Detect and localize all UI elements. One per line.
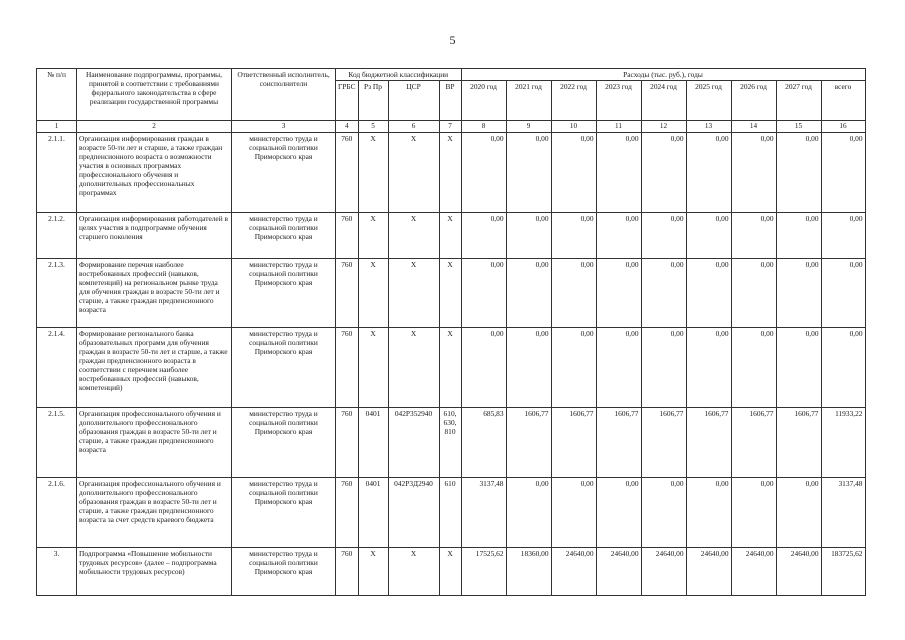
row-rzpr: X xyxy=(358,547,388,595)
row-number: 2.1.5. xyxy=(37,407,77,477)
row-grbs: 760 xyxy=(336,547,359,595)
header-year: 2025 год xyxy=(686,81,731,121)
row-year-value: 24640,00 xyxy=(596,547,641,595)
row-year-value: 18360,00 xyxy=(506,547,551,595)
row-csr: X xyxy=(388,212,439,258)
row-rzpr: X xyxy=(358,258,388,327)
row-grbs: 760 xyxy=(336,132,359,212)
row-year-value: 0,00 xyxy=(776,327,821,407)
column-number: 5 xyxy=(358,121,388,133)
header-rzpr: Рз Пр xyxy=(358,81,388,121)
header-year: 2027 год xyxy=(776,81,821,121)
row-year-value: 0,00 xyxy=(776,132,821,212)
column-number: 3 xyxy=(232,121,336,133)
row-year-value: 0,00 xyxy=(461,258,506,327)
row-year-value: 0,00 xyxy=(776,477,821,547)
row-name: Организация профессионального обучения и дополнительного профессионального образования граждан в возрасте 50-ти лет и старше, а также граждан предпенсионного возраста xyxy=(77,407,232,477)
row-name: Формирование перечня наиболее востребованных профессий (навыков, компетенций) на региональном рынке труда для обучения граждан в возрасте 50-ти лет и старше, а также граждан предпенсионного возраста xyxy=(77,258,232,327)
row-year-value: 1606,77 xyxy=(641,407,686,477)
header-row-top xyxy=(37,69,866,81)
row-year-value: 0,00 xyxy=(461,212,506,258)
table-row xyxy=(37,477,866,547)
row-year-value: 0,00 xyxy=(731,132,776,212)
table-row xyxy=(37,547,866,595)
budget-table xyxy=(36,68,866,596)
header-expenses: Расходы (тыс. руб.), годы xyxy=(461,69,865,81)
header-responsible: Ответственный исполнитель, соисполнители xyxy=(232,69,336,121)
row-total-value: 183725,62 xyxy=(821,547,865,595)
row-grbs: 760 xyxy=(336,407,359,477)
row-year-value: 0,00 xyxy=(506,132,551,212)
header-year: 2020 год xyxy=(461,81,506,121)
row-number: 3. xyxy=(37,547,77,595)
row-year-value: 0,00 xyxy=(686,477,731,547)
row-number: 2.1.4. xyxy=(37,327,77,407)
row-name: Подпрограмма «Повышение мобильности трудовых ресурсов» (далее – подпрограмма мобильности трудовых ресурсов) xyxy=(77,547,232,595)
column-number: 14 xyxy=(731,121,776,133)
row-responsible: министерство труда и социальной политики Приморского края xyxy=(232,212,336,258)
row-year-value: 0,00 xyxy=(641,327,686,407)
row-csr: X xyxy=(388,547,439,595)
row-grbs: 760 xyxy=(336,477,359,547)
row-responsible: министерство труда и социальной политики Приморского края xyxy=(232,477,336,547)
row-responsible: министерство труда и социальной политики Приморского края xyxy=(232,258,336,327)
row-total-value: 0,00 xyxy=(821,132,865,212)
column-number: 4 xyxy=(336,121,359,133)
column-number: 7 xyxy=(439,121,461,133)
header-budget-code: Код бюджетной классификации xyxy=(336,69,462,81)
row-year-value: 24640,00 xyxy=(641,547,686,595)
row-vr: X xyxy=(439,132,461,212)
table-row xyxy=(37,327,866,407)
row-year-value: 1606,77 xyxy=(506,407,551,477)
row-total-value: 0,00 xyxy=(821,327,865,407)
row-year-value: 0,00 xyxy=(551,327,596,407)
row-csr: X xyxy=(388,327,439,407)
row-rzpr: X xyxy=(358,132,388,212)
row-vr: X xyxy=(439,212,461,258)
header-year: 2026 год xyxy=(731,81,776,121)
column-number-row xyxy=(37,121,866,133)
row-year-value: 0,00 xyxy=(731,477,776,547)
row-year-value: 0,00 xyxy=(596,258,641,327)
table-row xyxy=(37,212,866,258)
row-year-value: 0,00 xyxy=(551,258,596,327)
row-year-value: 0,00 xyxy=(686,258,731,327)
row-year-value: 3137,48 xyxy=(461,477,506,547)
row-name: Организация информирования работодателей в целях участия в подпрограмме обучения старшего поколения xyxy=(77,212,232,258)
row-grbs: 760 xyxy=(336,258,359,327)
row-year-value: 0,00 xyxy=(506,477,551,547)
row-year-value: 24640,00 xyxy=(776,547,821,595)
row-name: Формирование регионального банка образовательных программ для обучения граждан в возрасте 50-ти лет и старше, а также граждан предпенсионного возраста в соответствии с перечнем наиболее востребованных профессий (навыков, компетенций) xyxy=(77,327,232,407)
row-responsible: министерство труда и социальной политики Приморского края xyxy=(232,132,336,212)
row-name: Организация профессионального обучения и дополнительного профессионального образования граждан в возрасте 50-ти лет и старше, а также граждан предпенсионного возраста за счет средств краевого бюджета xyxy=(77,477,232,547)
row-rzpr: X xyxy=(358,327,388,407)
row-rzpr: 0401 xyxy=(358,477,388,547)
row-vr: X xyxy=(439,327,461,407)
row-csr: X xyxy=(388,258,439,327)
row-year-value: 0,00 xyxy=(731,212,776,258)
row-name: Организация информирования граждан в возрасте 50-ти лет и старше, а также граждан предпенсионного возраста о возможности участия в основных программах профессионального обучения и дополнительных профессиональных программах xyxy=(77,132,232,212)
row-rzpr: 0401 xyxy=(358,407,388,477)
row-responsible: министерство труда и социальной политики Приморского края xyxy=(232,327,336,407)
row-year-value: 1606,77 xyxy=(596,407,641,477)
header-year: 2023 год xyxy=(596,81,641,121)
row-year-value: 0,00 xyxy=(776,258,821,327)
row-vr: X xyxy=(439,258,461,327)
row-year-value: 1606,77 xyxy=(731,407,776,477)
column-number: 16 xyxy=(821,121,865,133)
row-number: 2.1.6. xyxy=(37,477,77,547)
column-number: 6 xyxy=(388,121,439,133)
row-year-value: 0,00 xyxy=(596,212,641,258)
row-year-value: 685,83 xyxy=(461,407,506,477)
row-year-value: 24640,00 xyxy=(686,547,731,595)
column-number: 1 xyxy=(37,121,77,133)
row-number: 2.1.3. xyxy=(37,258,77,327)
row-year-value: 0,00 xyxy=(506,258,551,327)
row-year-value: 0,00 xyxy=(551,132,596,212)
header-vr: ВР xyxy=(439,81,461,121)
row-total-value: 11933,22 xyxy=(821,407,865,477)
column-number: 15 xyxy=(776,121,821,133)
row-csr: 042P352940 xyxy=(388,407,439,477)
header-num: № п/п xyxy=(37,69,77,121)
row-year-value: 0,00 xyxy=(641,258,686,327)
row-responsible: министерство труда и социальной политики Приморского края xyxy=(232,407,336,477)
header-year: 2021 год xyxy=(506,81,551,121)
header-year: 2024 год xyxy=(641,81,686,121)
row-total-value: 3137,48 xyxy=(821,477,865,547)
header-csr: ЦСР xyxy=(388,81,439,121)
row-year-value: 0,00 xyxy=(641,477,686,547)
row-vr: X xyxy=(439,547,461,595)
row-year-value: 0,00 xyxy=(641,212,686,258)
column-number: 12 xyxy=(641,121,686,133)
row-year-value: 0,00 xyxy=(551,477,596,547)
row-grbs: 760 xyxy=(336,212,359,258)
page-number: 5 xyxy=(449,33,456,47)
row-year-value: 0,00 xyxy=(731,258,776,327)
column-number: 8 xyxy=(461,121,506,133)
table-row xyxy=(37,258,866,327)
row-csr: X xyxy=(388,132,439,212)
column-number: 10 xyxy=(551,121,596,133)
row-year-value: 0,00 xyxy=(461,327,506,407)
row-year-value: 0,00 xyxy=(776,212,821,258)
row-year-value: 0,00 xyxy=(641,132,686,212)
column-number: 2 xyxy=(77,121,232,133)
row-grbs: 760 xyxy=(336,327,359,407)
row-year-value: 0,00 xyxy=(686,327,731,407)
header-year: 2022 год xyxy=(551,81,596,121)
header-total: всего xyxy=(821,81,865,121)
header-name: Наименование подпрограммы, программы, принятой в соответствии с требованиями федерального законодательства в сфере реализации государственной программы xyxy=(77,69,232,121)
row-total-value: 0,00 xyxy=(821,258,865,327)
row-year-value: 24640,00 xyxy=(731,547,776,595)
row-number: 2.1.2. xyxy=(37,212,77,258)
row-year-value: 17525,62 xyxy=(461,547,506,595)
row-year-value: 0,00 xyxy=(461,132,506,212)
row-vr: 610 xyxy=(439,477,461,547)
row-year-value: 1606,77 xyxy=(686,407,731,477)
row-number: 2.1.1. xyxy=(37,132,77,212)
row-rzpr: X xyxy=(358,212,388,258)
row-vr: 610, 630, 810 xyxy=(439,407,461,477)
row-year-value: 0,00 xyxy=(596,477,641,547)
row-year-value: 1606,77 xyxy=(551,407,596,477)
row-csr: 042P3Д2940 xyxy=(388,477,439,547)
row-responsible: министерство труда и социальной политики Приморского края xyxy=(232,547,336,595)
row-year-value: 0,00 xyxy=(596,327,641,407)
row-year-value: 0,00 xyxy=(506,327,551,407)
row-year-value: 0,00 xyxy=(686,132,731,212)
row-year-value: 0,00 xyxy=(551,212,596,258)
row-year-value: 0,00 xyxy=(596,132,641,212)
table-row xyxy=(37,132,866,212)
table-row xyxy=(37,407,866,477)
row-year-value: 1606,77 xyxy=(776,407,821,477)
column-number: 9 xyxy=(506,121,551,133)
row-total-value: 0,00 xyxy=(821,212,865,258)
row-year-value: 24640,00 xyxy=(551,547,596,595)
row-year-value: 0,00 xyxy=(686,212,731,258)
row-year-value: 0,00 xyxy=(506,212,551,258)
column-number: 13 xyxy=(686,121,731,133)
row-year-value: 0,00 xyxy=(731,327,776,407)
header-grbs: ГРБС xyxy=(336,81,359,121)
column-number: 11 xyxy=(596,121,641,133)
